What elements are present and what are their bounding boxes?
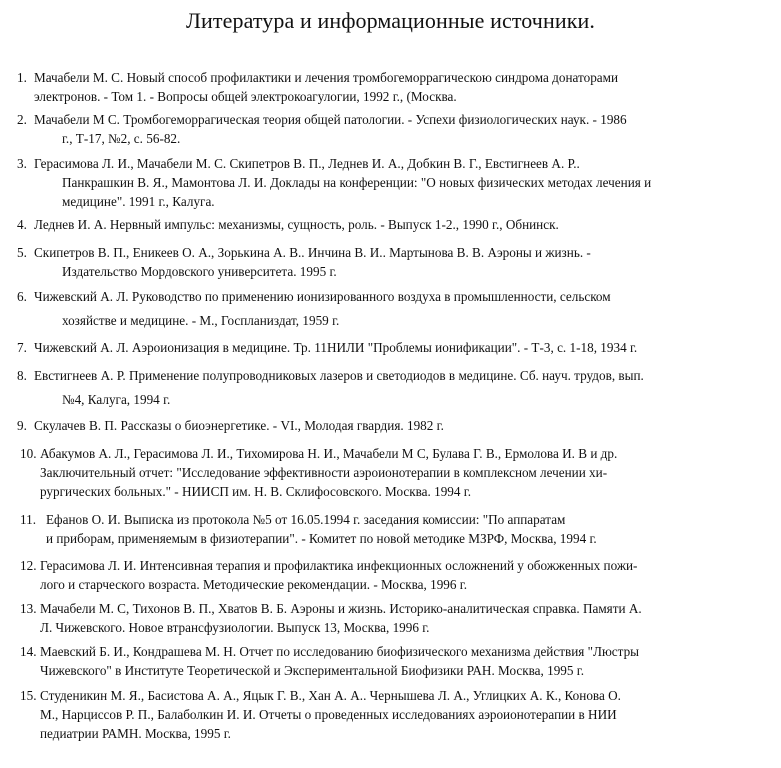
reference-line: Заключительный отчет: "Исследование эффективности аэроионотерапии в комплексном лечении хи- — [40, 465, 608, 480]
page-title: Литература и информационные источники. — [186, 8, 595, 33]
reference-number: 12. — [20, 558, 37, 573]
reference-item-3 — [0, 154, 781, 211]
reference-line: Мачабели М. С. Новый способ профилактики и лечения тромбогеморрагическою синдрома донаторами — [34, 70, 619, 85]
reference-item-4 — [0, 215, 781, 234]
reference-number: 14. — [20, 644, 37, 659]
reference-line: педиатрии РАМН. Москва, 1995 г. — [40, 726, 231, 741]
reference-item-8 — [0, 366, 781, 409]
reference-line: медицине". 1991 г., Калуга. — [62, 194, 215, 209]
reference-line: М., Нарциссов Р. П., Балаболкин И. И. Отчеты о проведенных исследованиях аэроионотерапии в НИИ — [40, 707, 617, 722]
reference-item-5 — [0, 243, 781, 281]
reference-item-15 — [0, 686, 781, 743]
reference-line: Маевский Б. И., Кондрашева М. Н. Отчет по исследованию биофизического механизма действия "Люстры — [40, 644, 640, 659]
reference-number: 7. — [17, 340, 27, 355]
reference-number: 3. — [17, 156, 27, 171]
reference-number: 13. — [20, 601, 37, 616]
reference-line: Студеникин М. Я., Басистова А. А., Яцык Г. В., Хан А. А.. Чернышева Л. А., Углицких А. К., Конова О. — [40, 688, 621, 703]
reference-line: Чижевский А. Л. Руководство по применению ионизированного воздуха в промышленности, сельском — [34, 289, 611, 304]
reference-item-9 — [0, 416, 781, 435]
reference-line: Евстигнеев А. Р. Применение полупроводниковых лазеров и светодиодов в медицине. Сб. науч. трудов, вып. — [34, 368, 644, 383]
reference-line: Герасимова Л. И., Мачабели М. С. Скипетров В. П., Леднев И. А., Добкин В. Г., Евстигнеев А. Р.. — [34, 156, 580, 171]
reference-line: рургических больных." - НИИСП им. Н. В. Склифосовского. Москва. 1994 г. — [40, 484, 472, 499]
reference-number: 5. — [17, 245, 27, 260]
reference-number: 15. — [20, 688, 37, 703]
reference-line: Мачабели М С. Тромбогеморрагическая теория общей патологии. - Успехи физиологических наук. - 1986 — [34, 112, 627, 127]
reference-item-1 — [0, 68, 781, 106]
reference-line: Мачабели М. С, Тихонов В. П., Хватов В. Б. Аэроны и жизнь. Историко-аналитическая справка. Памяти А. — [40, 601, 642, 616]
reference-line: Панкрашкин В. Я., Мамонтова Л. И. Доклады на конференции: "О новых физических методах лечения и — [62, 175, 652, 190]
reference-item-7 — [0, 338, 781, 357]
reference-item-14 — [0, 642, 781, 680]
reference-line: Абакумов А. Л., Герасимова Л. И., Тихомирова Н. И., Мачабели М С, Булава Г. В., Ермолова И. В и др. — [40, 446, 618, 461]
reference-number: 8. — [17, 368, 27, 383]
reference-number: 10. — [20, 446, 37, 461]
reference-number: 9. — [17, 418, 27, 433]
reference-line: Л. Чижевского. Новое втрансфузиологии. Выпуск 13, Москва, 1996 г. — [40, 620, 430, 635]
reference-number: 4. — [17, 217, 27, 232]
reference-item-12 — [0, 556, 781, 594]
reference-item-6 — [0, 287, 781, 330]
reference-line: электронов. - Том 1. - Вопросы общей электрокоагулогии, 1992 г., (Москва. — [34, 89, 457, 104]
reference-line: №4, Калуга, 1994 г. — [62, 392, 171, 407]
reference-line: Чижевского" в Институте Теоретической и Экспериментальной Биофизики РАН. Москва, 1995 г. — [40, 663, 585, 678]
reference-line: Леднев И. А. Нервный импульс: механизмы, сущность, роль. - Выпуск 1-2., 1990 г., Обнинск. — [34, 217, 559, 232]
reference-line: Чижевский А. Л. Аэроионизация в медицине. Тр. 11НИЛИ "Проблемы ионификации". - Т-3, с. 1-18, 1934 г. — [34, 340, 638, 355]
reference-line: лого и старческого возраста. Методические рекомендации. - Москва, 1996 г. — [40, 577, 467, 592]
reference-line: Герасимова Л. И. Интенсивная терапия и профилактика инфекционных осложнений у обожженных пожи- — [40, 558, 638, 573]
reference-line: и приборам, применяемым в физиотерапии". - Комитет по новой методике МЗРФ, Москва, 1994 г. — [46, 531, 597, 546]
reference-number: 2. — [17, 112, 27, 127]
reference-line: Скипетров В. П., Еникеев О. А., Зорькина А. В.. Инчина В. И.. Мартынова В. В. Аэроны и жизнь. - — [34, 245, 591, 260]
reference-item-2 — [0, 110, 781, 148]
reference-number: 1. — [17, 70, 27, 85]
reference-line: Издательство Мордовского университета. 1995 г. — [62, 264, 337, 279]
reference-line: Ефанов О. И. Выписка из протокола №5 от 16.05.1994 г. заседания комиссии: "По аппаратам — [46, 512, 566, 527]
reference-line: хозяйстве и медицине. - М., Госпланиздат, 1959 г. — [62, 313, 340, 328]
reference-item-10 — [0, 444, 781, 501]
reference-item-11 — [0, 510, 781, 548]
reference-number: 6. — [17, 289, 27, 304]
reference-line: Скулачев В. П. Рассказы о биоэнергетике. - VI., Молодая гвардия. 1982 г. — [34, 418, 444, 433]
reference-number: 11. — [20, 512, 36, 527]
reference-line: г., Т-17, №2, с. 56-82. — [62, 131, 181, 146]
reference-item-13 — [0, 599, 781, 637]
